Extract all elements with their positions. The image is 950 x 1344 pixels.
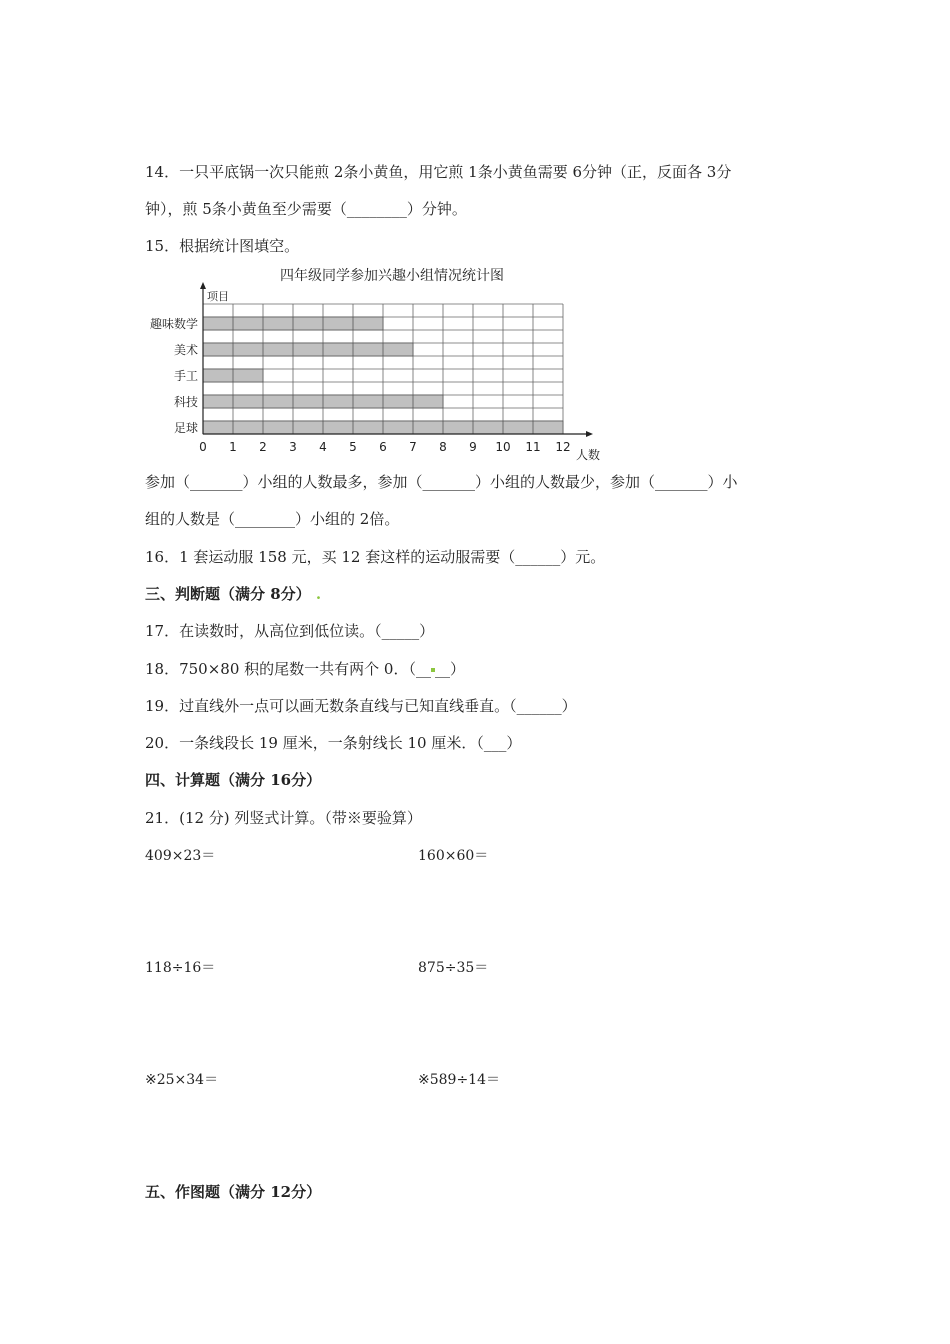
x-tick-label: 7 bbox=[409, 440, 417, 454]
chart-axes bbox=[200, 282, 593, 437]
calc-item-3: 118÷16＝ bbox=[145, 960, 216, 976]
calc-item-6: ※589÷14＝ bbox=[418, 1072, 500, 1088]
question-15-fill-line-2: 组的人数是（________）小组的 2倍。 bbox=[145, 510, 400, 528]
category-label: 美术 bbox=[173, 343, 198, 357]
question-18-end: __） bbox=[434, 660, 465, 678]
question-15: 15．根据统计图填空。 bbox=[145, 237, 300, 255]
section-5-title: 五、作图题（满分 12分） bbox=[145, 1183, 322, 1201]
question-20: 20．一条线段长 19 厘米，一条射线长 10 厘米．（___） bbox=[145, 734, 522, 752]
x-tick-label: 9 bbox=[469, 440, 477, 454]
x-tick-label: 10 bbox=[495, 440, 511, 454]
x-tick-label: 5 bbox=[349, 440, 357, 454]
question-16: 16．1 套运动服 158 元，买 12 套这样的运动服需要（______）元。 bbox=[145, 548, 606, 566]
x-tick-label: 4 bbox=[319, 440, 327, 454]
question-19: 19．过直线外一点可以画无数条直线与已知直线垂直。（______） bbox=[145, 697, 577, 715]
x-tick-label: 2 bbox=[259, 440, 267, 454]
question-17: 17．在读数时，从高位到低位读。（_____） bbox=[145, 622, 435, 640]
section-4-title: 四、计算题（满分 16分） bbox=[145, 771, 322, 789]
x-tick-label: 0 bbox=[199, 440, 207, 454]
calc-item-5: ※25×34＝ bbox=[145, 1072, 219, 1088]
question-21-intro: 21．(12 分) 列竖式计算。（带※要验算） bbox=[145, 809, 422, 827]
category-label: 趣味数学 bbox=[149, 317, 198, 331]
x-axis-arrow bbox=[586, 431, 593, 437]
question-18 bbox=[145, 659, 465, 679]
x-tick-label: 12 bbox=[555, 440, 571, 454]
bar-2 bbox=[203, 343, 413, 356]
section-3-title: 三、判断题（满分 8分） bbox=[145, 585, 311, 603]
chart-x-axis-label: 人数 bbox=[576, 448, 601, 462]
interest-group-bar-chart bbox=[140, 262, 620, 468]
question-14-line-1: 14．一只平底锅一次只能煎 2条小黄鱼，用它煎 1条小黄鱼需要 6分钟（正，反面各 3分 bbox=[145, 163, 732, 181]
x-tick-label: 6 bbox=[379, 440, 387, 454]
category-label: 科技 bbox=[173, 395, 198, 409]
calc-item-2: 160×60＝ bbox=[418, 848, 489, 864]
category-label: 手工 bbox=[173, 369, 198, 383]
chart-title: 四年级同学参加兴趣小组情况统计图 bbox=[280, 268, 504, 284]
calc-item-4: 875÷35＝ bbox=[418, 960, 489, 976]
y-axis-arrow bbox=[200, 282, 206, 289]
chart-category-labels bbox=[150, 316, 198, 435]
x-tick-label: 11 bbox=[525, 440, 541, 454]
question-15-fill-line-1: 参加（_______）小组的人数最多，参加（_______）小组的人数最少，参加（_______）小 bbox=[145, 473, 738, 491]
chart-y-axis-label: 项目 bbox=[207, 290, 229, 303]
question-18-text: 18．750×80 积的尾数一共有两个 0．（__ bbox=[145, 660, 431, 678]
chart-tick-labels bbox=[199, 440, 570, 454]
question-14-line-2: 钟），煎 5条小黄鱼至少需要（________）分钟。 bbox=[145, 200, 467, 218]
category-label: 足球 bbox=[173, 421, 198, 435]
x-tick-label: 3 bbox=[289, 440, 297, 454]
section-3-mark: . bbox=[315, 585, 322, 603]
calc-item-1: 409×23＝ bbox=[145, 848, 216, 864]
x-tick-label: 1 bbox=[229, 440, 237, 454]
x-tick-label: 8 bbox=[439, 440, 447, 454]
section-3-heading bbox=[145, 584, 321, 604]
